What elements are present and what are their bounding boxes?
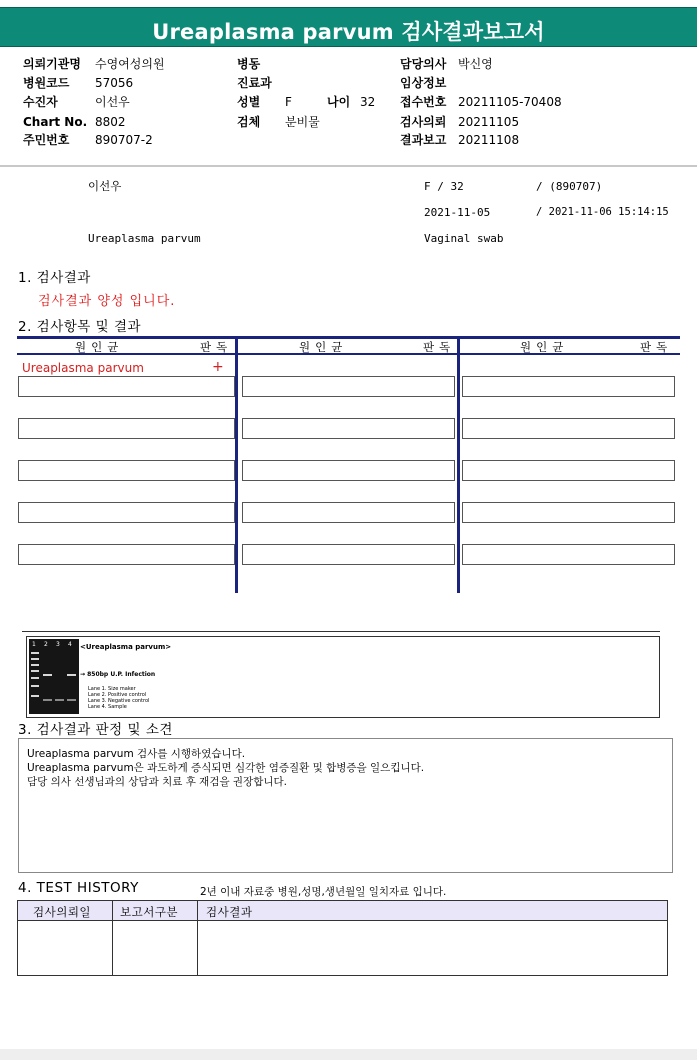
section3-title: 3. 검사결과 판정 및 소견 xyxy=(18,722,173,738)
result-box xyxy=(242,544,455,565)
chart-row xyxy=(23,115,223,130)
history-col-result: 검사결과 xyxy=(206,905,253,919)
result-box xyxy=(462,460,675,481)
gel-marker-label: → 850bp U.P. Infection xyxy=(80,671,156,678)
header-divider xyxy=(0,165,697,167)
result-box xyxy=(18,418,235,439)
gel-lane-number: 1 xyxy=(32,641,36,648)
result-box xyxy=(462,502,675,523)
gel-top-rule xyxy=(22,631,660,632)
institution-value: 수영여성의원 xyxy=(95,57,165,71)
gel-lane-number: 3 xyxy=(56,641,60,648)
patient-value: 이선우 xyxy=(95,95,130,109)
col3-judgement-header: 판독 xyxy=(640,340,673,354)
resident-label: 주민번호 xyxy=(23,133,70,147)
history-col-report-type: 보고서구분 xyxy=(120,905,179,919)
receipt-value: 20211105-70408 xyxy=(458,95,562,109)
report-value: 20211108 xyxy=(458,133,520,147)
gel-ladder-band xyxy=(31,670,39,672)
gel-ladder-band xyxy=(31,677,39,679)
sex-label: 성별 xyxy=(237,95,261,109)
report-row xyxy=(400,133,600,148)
specimen-row xyxy=(237,115,377,130)
chart-value: 8802 xyxy=(95,115,126,129)
report-label: 결과보고 xyxy=(400,133,447,147)
gel-primer-band xyxy=(43,699,52,701)
section1-title: 1. 검사결과 xyxy=(18,270,91,286)
resident-row xyxy=(23,133,223,148)
receipt-label: 접수번호 xyxy=(400,95,447,109)
receipt-row xyxy=(400,95,600,110)
results-grid-divider-2 xyxy=(457,336,460,593)
request-row xyxy=(400,115,600,130)
comment-line: 담당 의사 선생님과의 상담과 치료 후 재검을 권장합니다. xyxy=(27,776,287,788)
clinical-label: 임상정보 xyxy=(400,76,447,90)
result-box xyxy=(18,544,235,565)
page-bottom-bar xyxy=(0,1049,697,1060)
comment-line: Ureaplasma parvum은 과도하게 증식되면 심각한 염증질환 및 합병증을 일으킵니다. xyxy=(27,762,425,774)
gel-lane-number: 2 xyxy=(44,641,48,648)
request-label: 검사의뢰 xyxy=(400,115,447,129)
summary-sample: Vaginal swab xyxy=(424,232,504,245)
result-box xyxy=(18,502,235,523)
request-value: 20211105 xyxy=(458,115,520,129)
gel-lane-number: 4 xyxy=(68,641,72,648)
result-box xyxy=(242,502,455,523)
gel-ladder-band xyxy=(31,664,39,666)
patient-row xyxy=(23,95,223,110)
history-col-divider xyxy=(197,901,198,975)
gel-ladder-band xyxy=(31,695,39,697)
patient-label: 수진자 xyxy=(23,95,58,109)
gel-primer-band xyxy=(67,699,76,701)
result-box xyxy=(18,460,235,481)
clinical-row xyxy=(400,76,600,91)
section2-title: 2. 검사항목 및 결과 xyxy=(18,319,142,335)
result-box xyxy=(242,376,455,397)
history-col-request-date: 검사의뢰일 xyxy=(33,905,92,919)
summary-sex-age: F / 32 xyxy=(424,180,464,193)
summary-test: Ureaplasma parvum xyxy=(88,232,201,245)
dept-label: 진료과 xyxy=(237,76,272,90)
gel-sample-band xyxy=(67,674,76,676)
institution-label: 의뢰기관명 xyxy=(23,57,81,71)
summary-date1: 2021-11-05 xyxy=(424,206,491,219)
doctor-label: 담당의사 xyxy=(400,57,447,71)
doctor-value: 박신영 xyxy=(458,57,493,71)
summary-birth: / (890707) xyxy=(536,180,603,193)
specimen-label: 검체 xyxy=(237,115,261,129)
age-label: 나이 xyxy=(327,95,351,109)
summary-date2: / 2021-11-06 15:14:15 xyxy=(536,206,669,218)
col3-pathogen-header: 원인균 xyxy=(520,340,569,354)
ward-row xyxy=(237,57,377,72)
gel-ladder-band xyxy=(31,658,39,660)
chart-label: Chart No. xyxy=(23,115,88,129)
code-row xyxy=(23,76,223,91)
col2-judgement-header: 판독 xyxy=(423,340,456,354)
gel-ladder-band xyxy=(31,685,39,687)
history-table xyxy=(17,900,668,976)
result-box xyxy=(18,376,235,397)
gel-title: <Ureaplasma parvum> xyxy=(80,643,172,651)
gel-legend-line: Lane 4. Sample xyxy=(88,704,127,710)
col1-pathogen-header: 원인균 xyxy=(75,340,124,354)
result-box xyxy=(462,544,675,565)
col1-judgement-header: 판독 xyxy=(200,340,233,354)
report-title-bar xyxy=(0,7,697,47)
report-title: Ureaplasma parvum 검사결과보고서 xyxy=(152,20,545,44)
comment-line: Ureaplasma parvum 검사를 시행하였습니다. xyxy=(27,748,246,760)
summary-name: 이선우 xyxy=(88,179,122,193)
section4-title: 4. TEST HISTORY xyxy=(18,880,139,896)
positive-result: 검사결과 양성 입니다. xyxy=(38,294,176,309)
result-box xyxy=(242,418,455,439)
organism-name: Ureaplasma parvum xyxy=(22,361,144,375)
result-box xyxy=(462,418,675,439)
history-note: 2년 이내 자료중 병원,성명,생년월일 일치자료 입니다. xyxy=(200,886,447,898)
code-value: 57056 xyxy=(95,76,134,90)
col2-pathogen-header: 원인균 xyxy=(299,340,348,354)
dept-row xyxy=(237,76,377,91)
sex-value: F xyxy=(285,95,292,109)
specimen-value: 분비물 xyxy=(285,115,320,129)
organism-result: + xyxy=(212,359,224,375)
resident-value: 890707-2 xyxy=(95,133,153,147)
results-grid-divider-1 xyxy=(235,336,238,593)
institution-row xyxy=(23,57,223,72)
gel-legend-line: Lane 3. Negative control xyxy=(88,698,150,704)
result-box xyxy=(462,376,675,397)
gel-legend-line: Lane 2. Positive control xyxy=(88,692,147,698)
gel-primer-band xyxy=(55,699,64,701)
gel-positive-band xyxy=(43,674,52,676)
ward-label: 병동 xyxy=(237,57,261,71)
sex-age-row xyxy=(237,95,377,110)
doctor-row xyxy=(400,57,600,72)
gel-legend-line: Lane 1. Size maker xyxy=(88,686,136,692)
result-box xyxy=(242,460,455,481)
code-label: 병원코드 xyxy=(23,76,70,90)
gel-ladder-band xyxy=(31,652,39,654)
age-value: 32 xyxy=(360,95,376,109)
history-col-divider xyxy=(112,901,113,975)
gel-electrophoresis-image xyxy=(29,639,79,714)
history-table-header xyxy=(18,901,667,921)
